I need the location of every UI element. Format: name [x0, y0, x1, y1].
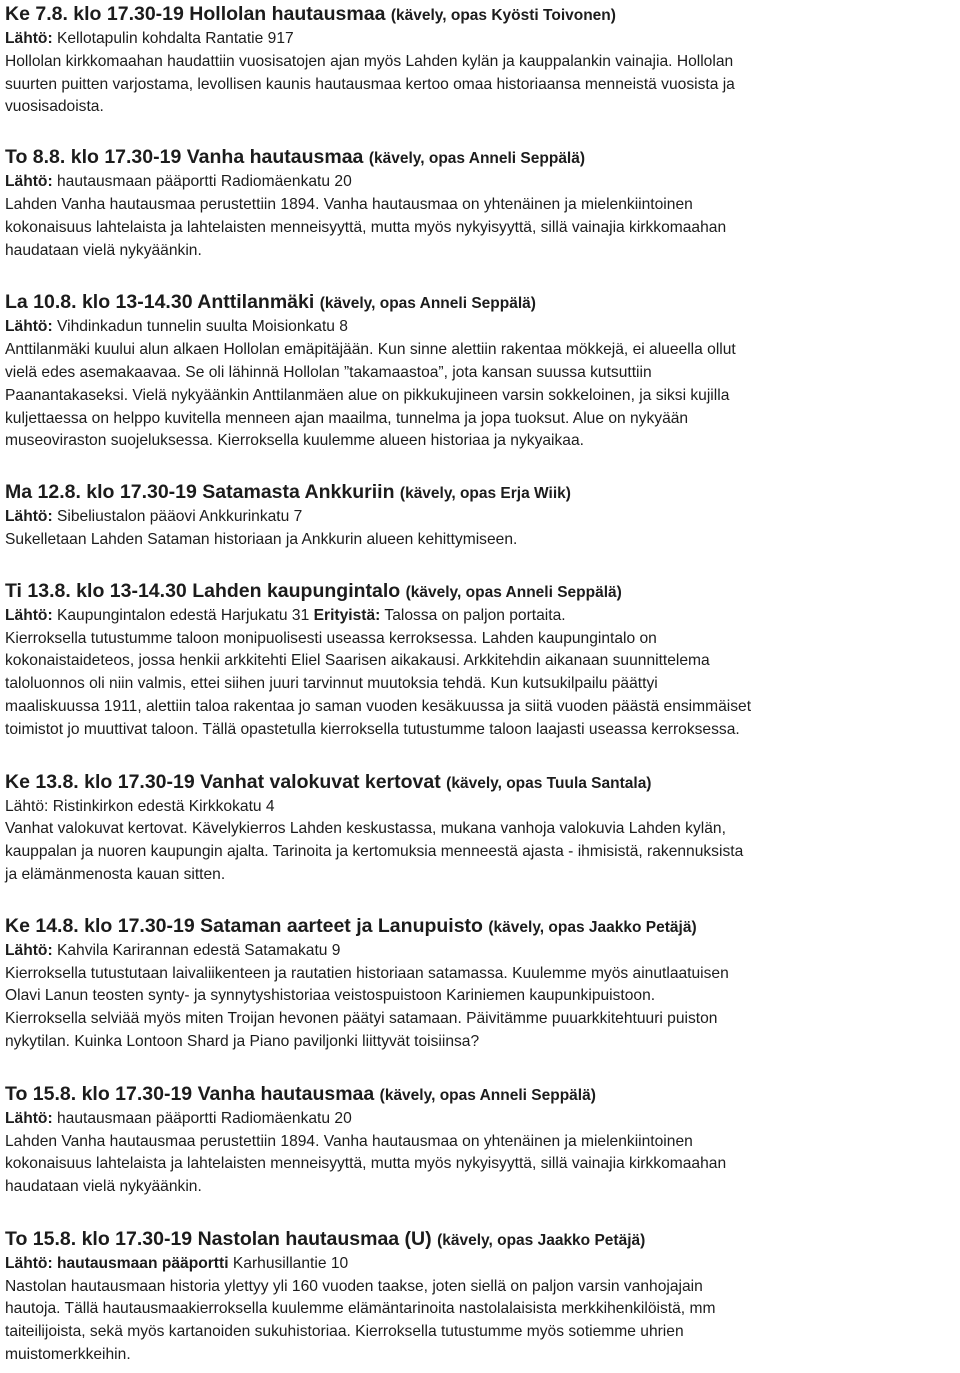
event-guide: (kävely, opas Tuula Santala) — [446, 774, 652, 792]
event-6 — [5, 770, 960, 887]
event-8 — [5, 1082, 960, 1199]
event-start — [5, 28, 960, 51]
start-place: Kellotapulin kohdalta Rantatie 917 — [56, 30, 294, 47]
event-start — [5, 605, 960, 628]
start-label: Lähtö: — [5, 318, 53, 336]
event-9 — [5, 1227, 960, 1367]
event-title: Nastolan hautausmaa (U) — [197, 1227, 432, 1250]
event-heading — [5, 480, 960, 506]
event-guide: (kävely, opas Kyösti Toivonen) — [390, 7, 616, 24]
event-heading — [5, 145, 960, 171]
event-title: Satamasta Ankkuriin — [202, 481, 395, 504]
event-heading — [5, 1082, 960, 1108]
event-description: Hollolan kirkkomaahan haudattiin vuosisatojen ajan myös Lahden kylän ja kauppalankin vainajia. Hollolan suurten puitten varjostama, levollisen kaunis hautausmaa kertoo omaa historiaansa menneistä vuosista ja vuosisadoista. — [5, 52, 735, 116]
event-description: Vanhat valokuvat kertovat. Kävelykierros Lahden keskustassa, mukana vanhoja valokuvia Lahden kylän, kauppalan ja nuoren kaupungin ajalta. Tarinoita ja kertomuksia menneestä ajasta - ihmisistä, rakennuksista ja elämänmenosta kauan sitten. — [5, 820, 744, 883]
start-label: Lähtö: — [5, 1109, 53, 1127]
event-start — [5, 796, 960, 819]
start-label: Lähtö: — [5, 941, 53, 959]
event-description: Kierroksella tutustutaan laivaliikenteen ja rautatien historiaan satamassa. Kuulemme myös ainutlaatuisen Olavi Lanun teosten synty- ja synnytyshistoriaa veistospuistoon Kariniemen kaupunkipuistoon. Kierroksella selviää myös miten Troijan hevonen päätyi satamaan. Päivitämme puuarkkitehtuuri puiston nykytilan. Kuinka Lontoon Shard ja Piano paviljonki liittyvät toisiinsa? — [5, 964, 729, 1050]
start-label: Lähtö: hautausmaan pääportti — [5, 1254, 229, 1272]
event-title: Vanhat valokuvat kertovat — [200, 770, 441, 793]
start-place: Kahvila Karirannan edestä Satamakatu 9 — [56, 941, 341, 959]
event-date-time: To 15.8. klo 17.30-19 — [5, 1082, 193, 1105]
event-title: Vanha hautausmaa — [186, 146, 364, 169]
event-date-time: To 15.8. klo 17.30-19 — [5, 1227, 193, 1250]
event-description: Lahden Vanha hautausmaa perustettiin 1894. Vanha hautausmaa on yhtenäinen ja mielenkiintoinen kokonaisuus lahtelaista ja lahtelaisten menneisyyttä, mutta myös nykyisyyttä, sillä vainajia kirkkomaahan haudataan vielä nykyäänkin. — [5, 1132, 727, 1196]
event-start — [5, 1108, 960, 1131]
start-label: Lähtö: — [5, 606, 53, 624]
event-guide: (kävely, opas Jaakko Petäjä) — [488, 918, 697, 936]
event-5 — [5, 579, 960, 742]
event-2 — [5, 145, 960, 262]
event-description: Anttilanmäki kuului alun alkaen Hollolan emäpitäjään. Kun sinne alettiin rakentaa mökkejä, ei alueella ollut vielä edes asemakaavaa. Se oli lähinnä Hollolan ”takamaastoa”, jota kansan suussa kutsuttiin Paanantakaseksi. Vielä nykyäänkin Anttilanmäen alue on pikkukujineen varsin sokkeloinen, ja siksi kujilla kuljettaessa on helppo kuvitella menneen ajan maailma, tunnelma ja jopa tuoksut. Alue on nykyään museoviraston suojeluksessa. Kierroksella kuulemme alueen historiaa ja nykyaikaa. — [5, 341, 736, 450]
event-title: Hollolan hautausmaa — [189, 3, 386, 25]
event-title: Lahden kaupungintalo — [192, 579, 401, 602]
event-list — [0, 2, 960, 1367]
event-1 — [5, 2, 960, 119]
event-start — [5, 316, 960, 339]
start-place: Kaupungintalon edestä Harjukatu 31 — [56, 606, 310, 624]
event-guide: (kävely, opas Anneli Seppälä) — [405, 583, 622, 601]
event-description: Sukelletaan Lahden Sataman historiaan ja Ankkurin alueen kehittymiseen. — [5, 530, 518, 548]
event-guide: (kävely, opas Anneli Seppälä) — [319, 295, 536, 313]
event-date-time: Ti 13.8. klo 13-14.30 — [5, 579, 187, 602]
start-place: Vihdinkadun tunnelin suulta Moisionkatu 8 — [56, 318, 348, 336]
start-label: Lähtö: — [5, 30, 53, 47]
start-label: Lähtö: — [5, 173, 53, 191]
event-heading — [5, 1227, 960, 1253]
extra-text: Talossa on paljon portaita. — [384, 606, 566, 624]
event-title: Vanha hautausmaa — [197, 1082, 375, 1105]
start-place: Sibeliustalon pääovi Ankkurinkatu 7 — [56, 508, 303, 526]
event-start — [5, 506, 960, 529]
event-heading — [5, 770, 960, 796]
event-start — [5, 171, 960, 194]
event-date-time: Ke 14.8. klo 17.30-19 — [5, 914, 195, 937]
start-place: Karhusillantie 10 — [232, 1254, 349, 1272]
start-place: Ristinkirkon edestä Kirkkokatu 4 — [52, 797, 275, 815]
event-date-time: Ke 7.8. klo 17.30-19 — [5, 3, 184, 25]
event-guide: (kävely, opas Anneli Seppälä) — [368, 150, 586, 168]
event-date-time: Ke 13.8. klo 17.30-19 — [5, 770, 195, 793]
event-date-time: To 8.8. klo 17.30-19 — [5, 146, 182, 169]
event-description: Kierroksella tutustumme taloon monipuolisesti useassa kerroksessa. Lahden kaupungintalo on kokonaistaideteos, jossa henkii arkkitehti Eliel Saarisen aikakausi. Arkkitehdin aikanaan suunnittelema taloluonnos oli niin valmis, ettei siihen juuri tarvinnut muutoksia tehdä. Kun kutsukilpailu päättyi maaliskuussa 1911, alettiin taloa rakentaa jo saman vuoden kesäkuussa ja siitä vuoden päästä ensimmäiset toimistot jo muuttivat taloon. Tällä opastetulla kierroksella tutustumme taloon laajasti useassa kerroksessa. — [5, 629, 752, 738]
event-heading — [5, 290, 960, 316]
event-7 — [5, 914, 960, 1054]
event-heading — [5, 579, 960, 605]
event-start — [5, 1253, 960, 1276]
event-heading — [5, 914, 960, 940]
event-heading — [5, 2, 960, 28]
event-date-time: La 10.8. klo 13-14.30 — [5, 291, 193, 314]
start-place: hautausmaan pääportti Radiomäenkatu 20 — [56, 1109, 352, 1127]
start-label: Lähtö: — [5, 797, 49, 815]
event-3 — [5, 290, 960, 453]
event-title: Sataman aarteet ja Lanupuisto — [200, 914, 483, 937]
start-place: hautausmaan pääportti Radiomäenkatu 20 — [56, 173, 352, 191]
event-4 — [5, 480, 960, 552]
event-guide: (kävely, opas Jaakko Petäjä) — [437, 1231, 646, 1249]
start-label: Lähtö: — [5, 508, 53, 526]
extra-label: Erityistä: — [313, 606, 381, 624]
event-start — [5, 940, 960, 963]
event-guide: (kävely, opas Erja Wiik) — [399, 485, 571, 503]
event-description: Lahden Vanha hautausmaa perustettiin 1894. Vanha hautausmaa on yhtenäinen ja mielenkiintoinen kokonaisuus lahtelaista ja lahtelaisten menneisyyttä, mutta myös nykyisyyttä, sillä vainajia kirkkomaahan haudataan vielä nykyäänkin. — [5, 195, 727, 259]
event-date-time: Ma 12.8. klo 17.30-19 — [5, 481, 197, 504]
event-guide: (kävely, opas Anneli Seppälä) — [379, 1086, 596, 1104]
event-title: Anttilanmäki — [197, 291, 315, 314]
event-description: Nastolan hautausmaan historia ylettyy yli 160 vuoden taakse, joten siellä on paljon varsin vanhojajain hautoja. Tällä hautausmaakierroksella kuulemme elämäntarinoita nastolalaisista merkkihenkilöistä, mm taiteilijoista, sekä myös kartanoiden sukuhistoriaa. Kierroksella tutustumme myös sotiemme uhrien muistomerkkeihin. — [5, 1277, 716, 1364]
